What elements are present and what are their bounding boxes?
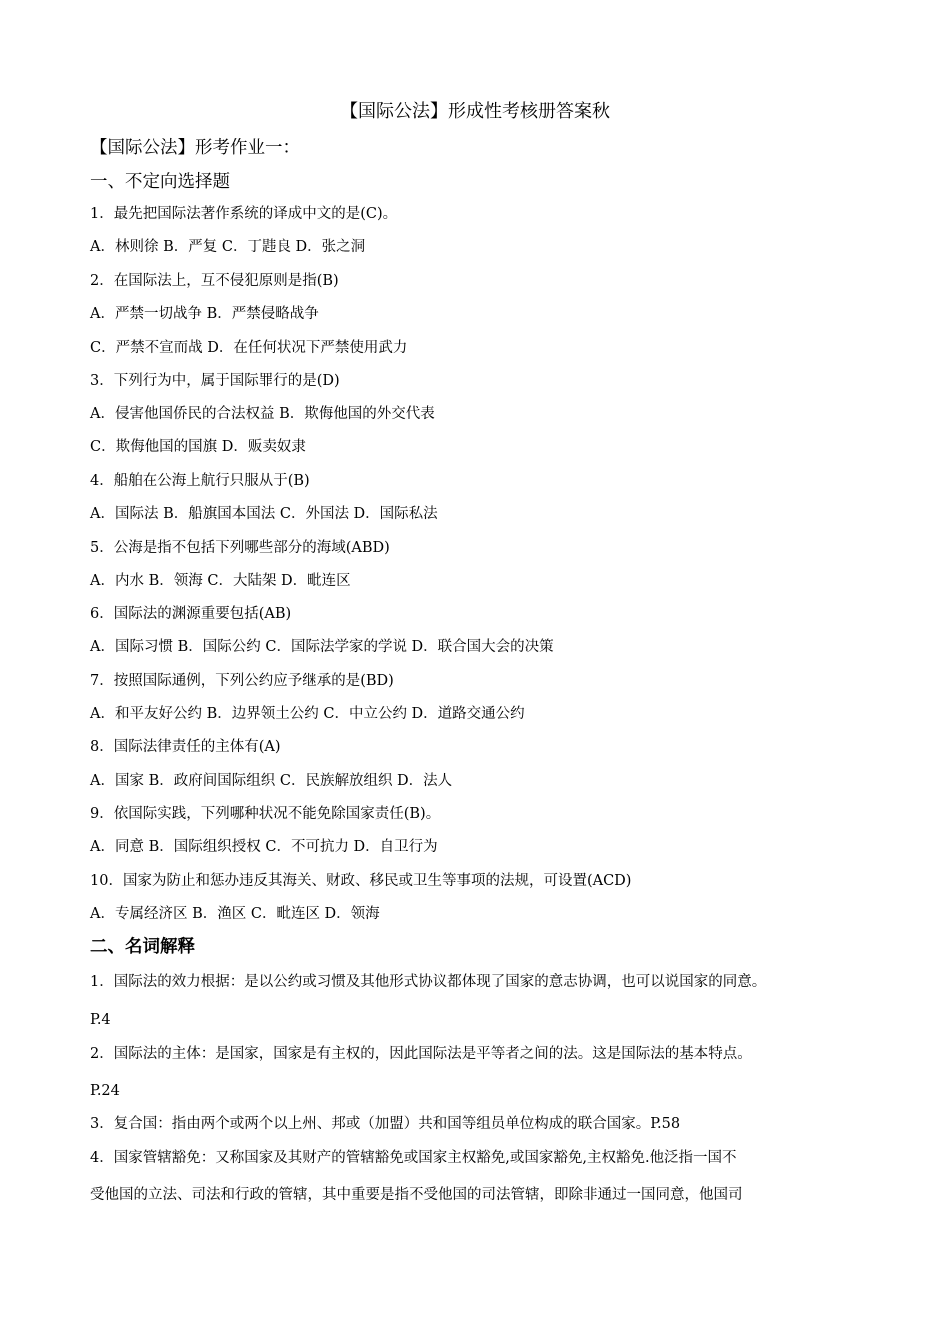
options-line: A．专属经济区 B．渔区 C．毗连区 D．领海 [90, 906, 380, 922]
page-reference: P.24 [90, 1083, 120, 1099]
question-line: 5．公海是指不包括下列哪些部分的海域(ABD) [90, 540, 390, 556]
section-heading-multiple-choice: 一、不定向选择题 [90, 172, 230, 192]
question-line: 1．最先把国际法著作系统的译成中文的是(C)。 [90, 206, 398, 222]
subtitle: 【国际公法】形考作业一： [90, 138, 300, 158]
question-line: 7．按照国际通例，下列公约应予继承的是(BD) [90, 673, 394, 689]
term-line: 1．国际法的效力根据：是以公约或习惯及其他形式协议都体现了国家的意志协调，也可以说国家的同意。 [90, 974, 767, 990]
options-line: A．同意 B．国际组织授权 C．不可抗力 D．自卫行为 [90, 839, 438, 855]
options-line: A．侵害他国侨民的合法权益 B．欺侮他国的外交代表 [90, 406, 435, 422]
options-line: C．欺侮他国的国旗 D．贩卖奴隶 [90, 439, 306, 455]
term-line: 2．国际法的主体：是国家，国家是有主权的，因此国际法是平等者之间的法。这是国际法的基本特点。 [90, 1046, 752, 1062]
question-line: 4．船舶在公海上航行只服从于(B) [90, 473, 310, 489]
options-line: A．国家 B．政府间国际组织 C．民族解放组织 D．法人 [90, 773, 453, 789]
options-line: A．国际法 B．船旗国本国法 C．外国法 D．国际私法 [90, 506, 438, 522]
options-line: A．和平友好公约 B．边界领土公约 C．中立公约 D．道路交通公约 [90, 706, 525, 722]
section-heading-terms: 二、名词解释 [90, 937, 195, 957]
term-line-continued: 受他国的立法、司法和行政的管辖，其中重要是指不受他国的司法管辖，即除非通过一国同意，他国司 [90, 1187, 743, 1203]
term-line: 3．复合国：指由两个或两个以上州、邦或（加盟）共和国等组员单位构成的联合国家。P.58 [90, 1116, 681, 1132]
page-reference: P.4 [90, 1012, 111, 1028]
term-line: 4．国家管辖豁免：又称国家及其财产的管辖豁免或国家主权豁免,或国家豁免,主权豁免.他泛指一国不 [90, 1150, 737, 1166]
question-line: 9．依国际实践，下列哪种状况不能免除国家责任(B)。 [90, 806, 441, 822]
question-line: 8．国际法律责任的主体有(A) [90, 739, 281, 755]
options-line: A．严禁一切战争 B．严禁侵略战争 [90, 306, 319, 322]
question-line: 2．在国际法上，互不侵犯原则是指(B) [90, 273, 339, 289]
options-line: A．内水 B．领海 C．大陆架 D．毗连区 [90, 573, 351, 589]
document-title: 【国际公法】形成性考核册答案秋 [340, 101, 610, 122]
options-line: A．林则徐 B．严复 C．丁韪良 D．张之洞 [90, 239, 366, 255]
options-line: C．严禁不宣而战 D．在任何状况下严禁使用武力 [90, 340, 408, 356]
options-line: A．国际习惯 B．国际公约 C．国际法学家的学说 D．联合国大会的决策 [90, 639, 554, 655]
question-line: 3．下列行为中，属于国际罪行的是(D) [90, 373, 340, 389]
question-line: 6．国际法的渊源重要包括(AB) [90, 606, 292, 622]
question-line: 10．国家为防止和惩办违反其海关、财政、移民或卫生等事项的法规，可设置(ACD) [90, 873, 632, 889]
